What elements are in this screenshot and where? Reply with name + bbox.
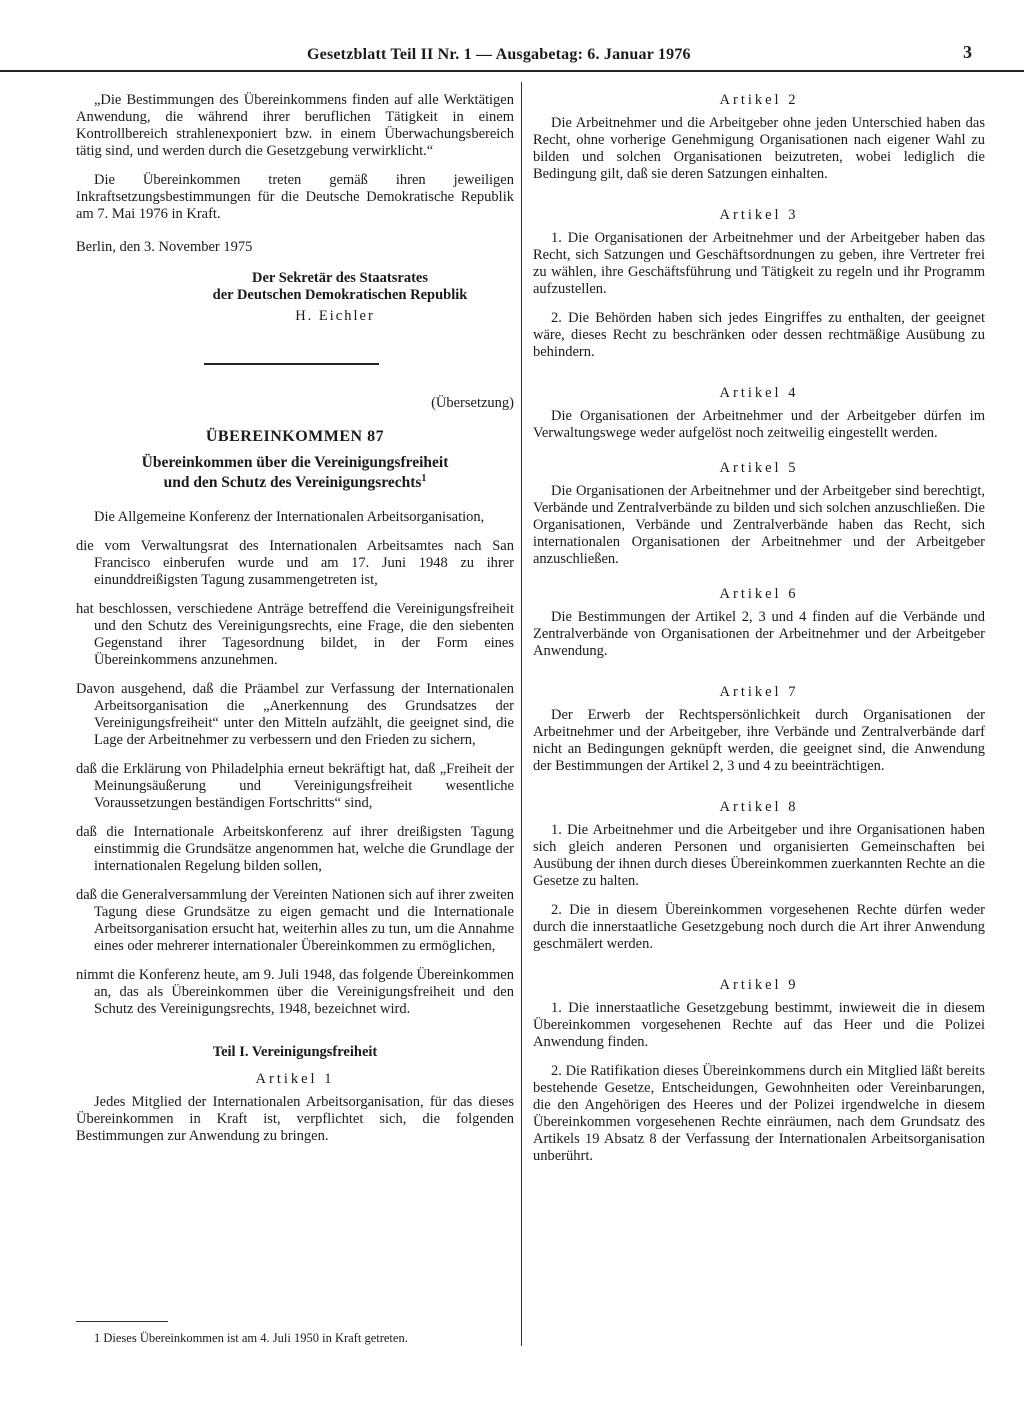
- paragraph-entry-into-force: Die Übereinkommen treten gemäß ihren jeweiligen Inkraftsetzungsbestimmungen für die Deutsche Demokratische Republik am 7. Mai 1976 in Kraft.: [76, 172, 514, 222]
- signatory-name: H. Eichler: [295, 308, 375, 324]
- article-text: 2. Die in diesem Übereinkommen vorgesehenen Rechte dürfen weder durch die innerstaatliche Gesetzgebung noch durch die Art ihrer Anwendung geschmälert werden.: [533, 902, 985, 952]
- preamble-clause: nimmt die Konferenz heute, am 9. Juli 1948, das folgende Übereinkommen an, das als Übereinkommen über die Vereinigungsfreiheit und den Schutz des Vereinigungsrechts, 1948, bezeichnet wird.: [76, 967, 514, 1017]
- article-heading: Artikel 1: [255, 1071, 335, 1087]
- article-heading: Artikel 6: [719, 586, 799, 602]
- translation-note: (Übersetzung): [431, 395, 514, 411]
- article-text: Die Organisationen der Arbeitnehmer und der Arbeitgeber dürfen im Verwaltungswege weder aufgelöst noch zeitweilig eingestellt werden.: [533, 408, 985, 441]
- footnote: 1 Dieses Übereinkommen ist am 4. Juli 1950 in Kraft getreten.: [94, 1331, 408, 1345]
- convention-subtitle: [76, 453, 514, 493]
- left-column: [76, 92, 514, 1157]
- part-heading: Teil I. Vereinigungsfreiheit: [212, 1044, 378, 1060]
- article-text: Die Arbeitnehmer und die Arbeitgeber ohne jeden Unterschied haben das Recht, ohne vorherige Genehmigung Organisationen nach eigener Wahl zu bilden und solchen Organisationen beizutreten, wobei lediglich die Bedingung gilt, daß sie deren Satzungen einhalten.: [533, 115, 985, 182]
- article-text: Der Erwerb der Rechtspersönlichkeit durch Organisationen der Arbeitnehmer und der Arbeitgeber, ihre Verbände und Zentralverbände darf nicht an Bedingungen geknüpft werden, die geeignet sind, die Anwendung der Bestimmungen der Artikel 2, 3 und 4 zu beeinträchtigen.: [533, 707, 985, 774]
- article-text: Die Bestimmungen der Artikel 2, 3 und 4 finden auf die Verbände und Zentralverbände von Organisationen der Arbeitnehmer und der Arbeitgeber Anwendung.: [533, 609, 985, 659]
- article-heading: Artikel 5: [719, 460, 799, 476]
- preamble-clause: daß die Internationale Arbeitskonferenz auf ihrer dreißigsten Tagung einstimmig die Grundsätze angenommen hat, welche die Grundlage der internationalen Regelung bilden sollen,: [76, 824, 514, 874]
- preamble-clause: die vom Verwaltungsrat des Internationalen Arbeitsamtes nach San Francisco einberufen wurde und am 17. Juni 1948 zu ihrer einunddreißigsten Tagung zusammengetreten ist,: [76, 538, 514, 588]
- footnote-rule: [76, 1321, 168, 1322]
- date-line: Berlin, den 3. November 1975: [76, 239, 253, 255]
- page-header: [0, 42, 1024, 72]
- column-divider: [521, 82, 522, 1346]
- article-text: 1. Die innerstaatliche Gesetzgebung bestimmt, inwieweit die in diesem Übereinkommen vorgesehenen Rechte auf das Heer und die Polizei Anwendung finden.: [533, 1000, 985, 1050]
- article-heading: Artikel 4: [719, 385, 799, 401]
- preamble-clause: daß die Generalversammlung der Vereinten Nationen sich auf ihrer zweiten Tagung diese Grundsätze zu eigen gemacht und die Internationale Arbeitsorganisation ersucht hat, weiterhin alles zu tun, um die Annahme eines oder mehrerer internationaler Übereinkommen zu ermöglichen,: [76, 887, 514, 954]
- convention-title: ÜBEREINKOMMEN 87: [205, 428, 385, 445]
- footnote-marker: 1: [421, 472, 427, 484]
- article-text: 1. Die Organisationen der Arbeitnehmer und der Arbeitgeber haben das Recht, sich Satzungen und Geschäftsordnungen zu geben, ihre Vertreter frei zu wählen, ihre Geschäftsführung und Tätigkeit zu regeln und ihr Programm aufzustellen.: [533, 230, 985, 297]
- article-heading: Artikel 3: [719, 207, 799, 223]
- article-text: 1. Die Arbeitnehmer und die Arbeitgeber und ihre Organisationen haben sich gleich anderen Personen und organisierten Gemeinschaften bei Ausübung der ihnen durch dieses Übereinkommen zuerkannten Rechte an die Gesetze zu halten.: [533, 822, 985, 889]
- separator-rule: [204, 363, 379, 365]
- article-text: 2. Die Ratifikation dieses Übereinkommens durch ein Mitglied läßt bereits bestehende Gesetze, Entscheidungen, Gewohnheiten oder Vereinbarungen, die den Angehörigen des Heeres und der Polizei irgendwelche in diesem Übereinkommen vorgesehenen Rechte einräumen, nach dem Grundsatz des Artikels 19 Absatz 8 der Verfassung der Internationalen Arbeitsorganisation unberührt.: [533, 1063, 985, 1164]
- article-text: Die Organisationen der Arbeitnehmer und der Arbeitgeber sind berechtigt, Verbände und Zentralverbände zu bilden und sich solchen anzuschließen. Die Organisationen, Verbände und Zentralverbände haben das Recht, sich internationalen Organisationen der Arbeitnehmer und der Arbeitgeber anzuschließen.: [533, 483, 985, 567]
- article-text: Jedes Mitglied der Internationalen Arbeitsorganisation, für das dieses Übereinkommen in Kraft ist, verpflichtet sich, die folgenden Bestimmungen zur Anwendung zu bringen.: [76, 1094, 514, 1144]
- right-column: [533, 92, 985, 1177]
- article-heading: Artikel 8: [719, 799, 799, 815]
- preamble-clause: Davon ausgehend, daß die Präambel zur Verfassung der Internationalen Arbeitsorganisation die „Anerkennung des Grundsatzes der Vereinigungsfreiheit“ unter den Mitteln aufzählt, die geeignet sind, die Lage der Arbeitnehmer zu verbessern und den Frieden zu sichern,: [76, 681, 514, 748]
- header-title: Gesetzblatt Teil II Nr. 1 — Ausgabetag: 6. Januar 1976: [307, 46, 691, 63]
- article-heading: Artikel 9: [719, 977, 799, 993]
- signatory-title-1: Der Sekretär des Staatsrates: [252, 270, 428, 286]
- preamble-intro: Die Allgemeine Konferenz der Internationalen Arbeitsorganisation,: [94, 509, 485, 525]
- article-text: 2. Die Behörden haben sich jedes Eingriffes zu enthalten, der geeignet wäre, dieses Recht zu beschränken oder dessen rechtmäßige Ausübung zu behindern.: [533, 310, 985, 360]
- paragraph-quote: „Die Bestimmungen des Übereinkommens finden auf alle Werktätigen Anwendung, die während ihrer beruflichen Tätigkeit in einem Kontrollbereich strahlenexponiert bzw. in einem Überwachungsbereich tätig sind, und werden durch die Gesetzgebung verwirklicht.“: [76, 92, 514, 159]
- signatory-title-2: der Deutschen Demokratischen Republik: [212, 287, 468, 303]
- article-heading: Artikel 2: [719, 92, 799, 108]
- convention-subtitle-line-1: Übereinkommen über die Vereinigungsfreiheit: [141, 454, 449, 471]
- preamble-clause: daß die Erklärung von Philadelphia erneut bekräftigt hat, daß „Freiheit der Meinungsäußerung und Vereinigungsfreiheit wesentliche Voraussetzungen beständigen Fortschritts“ sind,: [76, 761, 514, 811]
- page-number: 3: [963, 42, 972, 62]
- convention-subtitle-line-2: und den Schutz des Vereinigungsrechts: [163, 474, 422, 491]
- article-heading: Artikel 7: [719, 684, 799, 700]
- preamble-clause: hat beschlossen, verschiedene Anträge betreffend die Vereinigungsfreiheit und den Schutz des Vereinigungsrechts, eine Frage, die den siebenten Gegenstand ihrer Tagesordnung bildet, in der Form eines Übereinkommens anzunehmen.: [76, 601, 514, 668]
